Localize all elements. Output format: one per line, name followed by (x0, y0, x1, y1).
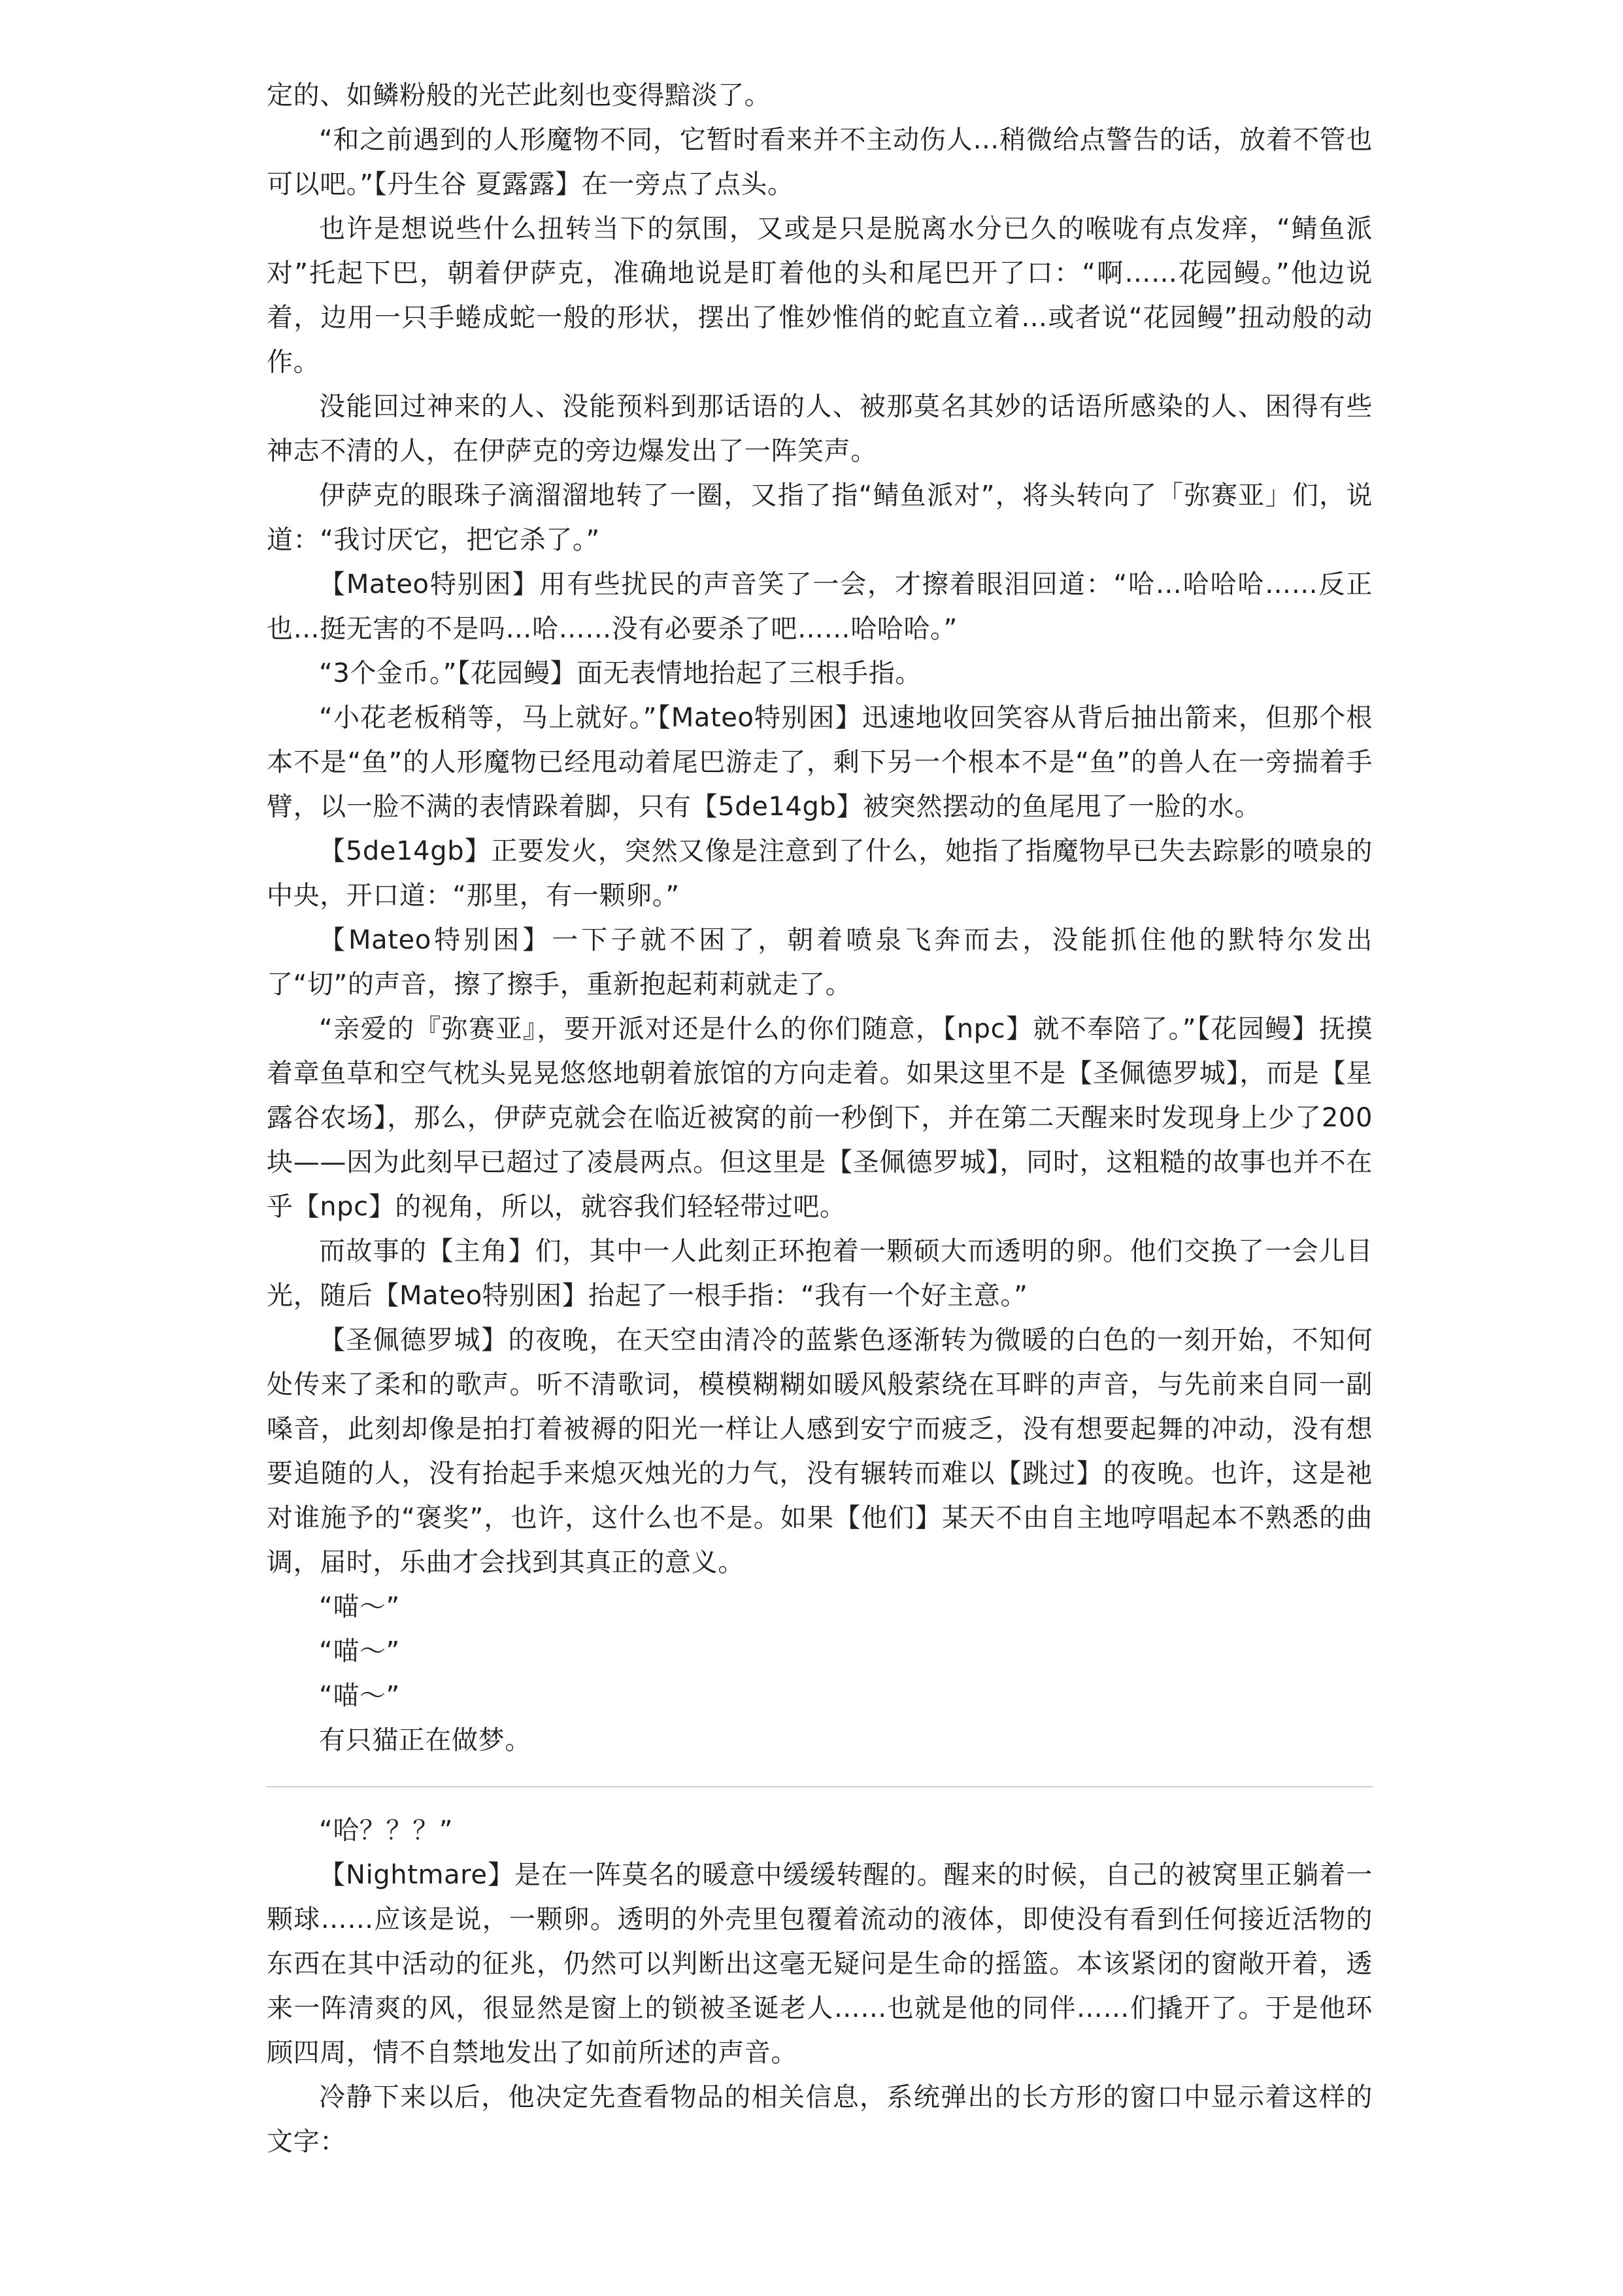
paragraph: “喵～” (319, 1636, 400, 1666)
paragraph: 冷静下来以后，他决定先查看物品的相关信息，系统弹出的长方形的窗口中显示着这样的文字： (267, 2082, 1373, 2157)
paragraph: 【Mateo特别困】一下子就不困了，朝着喷泉飞奔而去，没能抓住他的默特尔发出了“切”的声音，擦了擦手，重新抱起莉莉就走了。 (267, 925, 1373, 1000)
paragraph: 【Mateo特别困】用有些扰民的声音笑了一会，才擦着眼泪回道：“哈…哈哈哈……反正也…挺无害的不是吗…哈……没有必要杀了吧……哈哈哈。” (267, 569, 1373, 644)
section-divider (267, 1786, 1373, 1787)
paragraph: “喵～” (319, 1592, 400, 1622)
paragraph: 【Nightmare】是在一阵莫名的暖意中缓缓转醒的。醒来的时候，自己的被窝里正躺着一颗球……应该是说，一颗卵。透明的外壳里包覆着流动的液体，即使没有看到任何接近活物的东西在其中活动的征兆，仍然可以判断出这毫无疑问是生命的摇篮。本该紧闭的窗敞开着，透来一阵清爽的风，很显然是窗上的锁被圣诞老人……也就是他的同伴……们撬开了。于是他环顾四周，情不自禁地发出了如前所述的声音。 (267, 1860, 1373, 2068)
paragraph: “哈？？？” (319, 1815, 454, 1846)
paragraph: “小花老板稍等，马上就好。”【Mateo特别困】迅速地收回笑容从背后抽出箭来，但那个根本不是“鱼”的人形魔物已经甩动着尾巴游走了，剩下另一个根本不是“鱼”的兽人在一旁揣着手臂，以一脸不满的表情跺着脚，只有【5de14gb】被突然摆动的鱼尾甩了一脸的水。 (267, 703, 1373, 822)
paragraph: “和之前遇到的人形魔物不同，它暂时看来并不主动伤人…稍微给点警告的话，放着不管也可以吧。”【丹生谷 夏露露】在一旁点了点头。 (267, 125, 1373, 199)
paragraph: 而故事的【主角】们，其中一人此刻正环抱着一颗硕大而透明的卵。他们交换了一会儿目光，随后【Mateo特别困】抬起了一根手指：“我有一个好主意。” (267, 1236, 1373, 1311)
paragraph: 【圣佩德罗城】的夜晚，在天空由清冷的蓝紫色逐渐转为微暖的白色的一刻开始，不知何处传来了柔和的歌声。听不清歌词，模模糊糊如暖风般萦绕在耳畔的声音，与先前来自同一副嗓音，此刻却像是拍打着被褥的阳光一样让人感到安宁而疲乏，没有想要起舞的冲动，没有想要追随的人，没有抬起手来熄灭烛光的力气，没有辗转而难以【跳过】的夜晚。也许，这是祂对谁施予的“褒奖”，也许，这什么也不是。如果【他们】某天不由自主地哼唱起本不熟悉的曲调，届时，乐曲才会找到其真正的意义。 (267, 1325, 1373, 1578)
paragraph: 也许是想说些什么扭转当下的氛围，又或是只是脱离水分已久的喉咙有点发痒，“鲭鱼派对”托起下巴，朝着伊萨克，准确地说是盯着他的头和尾巴开了口：“啊……花园鳗。”他边说着，边用一只手蜷成蛇一般的形状，摆出了惟妙惟俏的蛇直立着…或者说“花园鳗”扭动般的动作。 (267, 214, 1373, 377)
paragraph: 没能回过神来的人、没能预料到那话语的人、被那莫名其妙的话语所感染的人、困得有些神志不清的人，在伊萨克的旁边爆发出了一阵笑声。 (267, 392, 1373, 466)
paragraph: 【5de14gb】正要发火，突然又像是注意到了什么，她指了指魔物早已失去踪影的喷泉的中央，开口道：“那里，有一颗卵。” (267, 836, 1373, 911)
paragraph: “3个金币。”【花园鳗】面无表情地抬起了三根手指。 (319, 658, 922, 688)
paragraph: “喵～” (319, 1681, 400, 1711)
paragraph: “亲爱的『弥赛亚』，要开派对还是什么的你们随意，【npc】就不奉陪了。”【花园鳗】抚摸着章鱼草和空气枕头晃晃悠悠地朝着旅馆的方向走着。如果这里不是【圣佩德罗城】，而是【星露谷农场】，那么，伊萨克就会在临近被窝的前一秒倒下，并在第二天醒来时发现身上少了200块——因为此刻早已超过了凌晨两点。但这里是【圣佩德罗城】，同时，这粗糙的故事也并不在乎【npc】的视角，所以，就容我们轻轻带过吧。 (267, 1014, 1373, 1222)
paragraph: 有只猫正在做梦。 (319, 1725, 531, 1755)
paragraph: 定的、如鳞粉般的光芒此刻也变得黯淡了。 (267, 80, 771, 110)
document-body (267, 73, 1373, 2164)
paragraph: 伊萨克的眼珠子滴溜溜地转了一圈，又指了指“鲭鱼派对”，将头转向了「弥赛亚」们，说道：“我讨厌它，把它杀了。” (267, 481, 1373, 555)
